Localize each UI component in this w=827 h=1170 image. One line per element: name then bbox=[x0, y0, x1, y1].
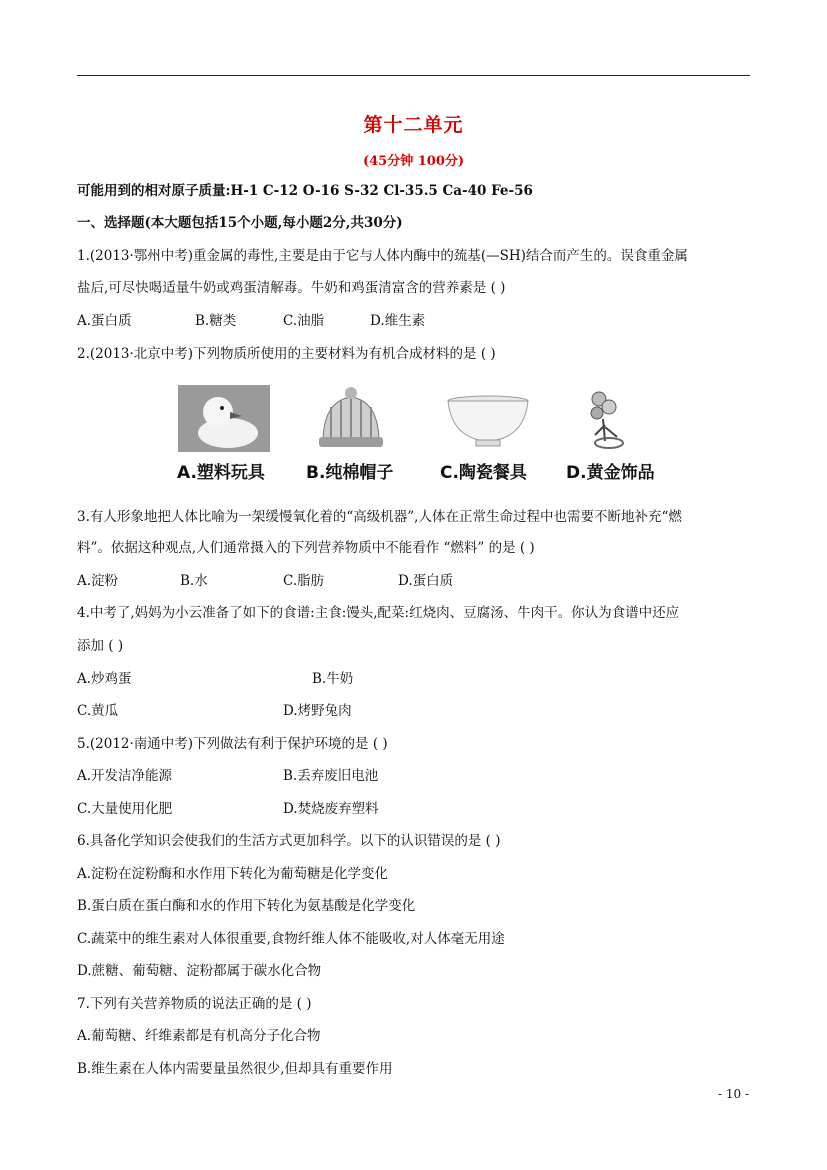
q4-option-b: B.牛奶 bbox=[312, 671, 354, 687]
q5-option-d: D.焚烧废弃塑料 bbox=[283, 801, 379, 817]
header-rule bbox=[77, 75, 750, 76]
q5-option-a: A.开发洁净能源 bbox=[77, 768, 173, 784]
q2-caption-b: B.纯棉帽子 bbox=[306, 463, 394, 483]
ceramic-bowl-image bbox=[442, 385, 534, 452]
section-heading: 一、选择题(本大题包括15个小题,每小题2分,共30分) bbox=[77, 215, 403, 231]
question-1-line-2: 盐后,可尽快喝适量牛奶或鸡蛋清解毒。牛奶和鸡蛋清富含的营养素是 ( ) bbox=[77, 280, 506, 296]
question-3-line-1: 3.有人形象地把人体比喻为一架缓慢氧化着的“高级机器”,人体在正常生命过程中也需要不断地补充“燃 bbox=[77, 509, 682, 525]
knit-hat-image bbox=[305, 385, 397, 452]
q3-option-c: C.脂肪 bbox=[283, 573, 325, 589]
q5-option-b: B.丢弃废旧电池 bbox=[283, 768, 379, 784]
q7-option-a: A.葡萄糖、纤维素都是有机高分子化合物 bbox=[77, 1028, 321, 1044]
q1-option-b: B.糖类 bbox=[195, 313, 237, 329]
question-7-line-1: 7.下列有关营养物质的说法正确的是 ( ) bbox=[77, 996, 312, 1012]
question-5-line-1: 5.(2012·南通中考)下列做法有利于保护环境的是 ( ) bbox=[77, 736, 388, 752]
q4-option-a: A.炒鸡蛋 bbox=[77, 671, 132, 687]
q6-option-b: B.蛋白质在蛋白酶和水的作用下转化为氨基酸是化学变化 bbox=[77, 898, 416, 914]
q2-caption-c: C.陶瓷餐具 bbox=[440, 463, 527, 483]
q4-option-d: D.烤野兔肉 bbox=[283, 703, 352, 719]
q2-caption-d: D.黄金饰品 bbox=[566, 463, 655, 483]
q1-option-a: A.蛋白质 bbox=[77, 313, 132, 329]
question-4-line-2: 添加 ( ) bbox=[77, 638, 124, 654]
q6-option-c: C.蔬菜中的维生素对人体很重要,食物纤维人体不能吸收,对人体毫无用途 bbox=[77, 931, 505, 947]
q7-option-b: B.维生素在人体内需要量虽然很少,但却具有重要作用 bbox=[77, 1061, 393, 1077]
page-title: 第十二单元 bbox=[363, 114, 464, 136]
q6-option-a: A.淀粉在淀粉酶和水作用下转化为葡萄糖是化学变化 bbox=[77, 866, 389, 882]
question-2-line-1: 2.(2013·北京中考)下列物质所使用的主要材料为有机合成材料的是 ( ) bbox=[77, 346, 496, 362]
q6-option-d: D.蔗糖、葡萄糖、淀粉都属于碳水化合物 bbox=[77, 963, 322, 979]
exam-duration-score: (45分钟 100分) bbox=[362, 154, 465, 169]
q1-option-d: D.维生素 bbox=[370, 313, 426, 329]
question-4-line-1: 4.中考了,妈妈为小云准备了如下的食谱:主食:馒头,配菜:红烧肉、豆腐汤、牛肉干。你认为食谱中还应 bbox=[77, 605, 680, 621]
gold-brooch-image bbox=[575, 385, 635, 452]
q2-caption-a: A.塑料玩具 bbox=[177, 463, 265, 483]
q3-option-a: A.淀粉 bbox=[77, 573, 119, 589]
q3-option-d: D.蛋白质 bbox=[398, 573, 454, 589]
page-number: - 10 - bbox=[717, 1087, 749, 1101]
q3-option-b: B.水 bbox=[180, 573, 208, 589]
rubber-duck-image bbox=[178, 385, 270, 452]
q1-option-c: C.油脂 bbox=[283, 313, 325, 329]
q5-option-c: C.大量使用化肥 bbox=[77, 801, 173, 817]
question-1-line-1: 1.(2013·鄂州中考)重金属的毒性,主要是由于它与人体内酶中的巯基(—SH)结合而产生的。误食重金属 bbox=[77, 248, 688, 264]
q4-option-c: C.黄瓜 bbox=[77, 703, 119, 719]
question-6-line-1: 6.具备化学知识会使我们的生活方式更加科学。以下的认识错误的是 ( ) bbox=[77, 833, 501, 849]
question-3-line-2: 料”。依据这种观点,人们通常摄入的下列营养物质中不能看作 “燃料” 的是 ( ) bbox=[77, 540, 535, 556]
atomic-mass-info: 可能用到的相对原子质量:H-1 C-12 O-16 S-32 Cl-35.5 Ca-40 Fe-56 bbox=[77, 183, 533, 199]
